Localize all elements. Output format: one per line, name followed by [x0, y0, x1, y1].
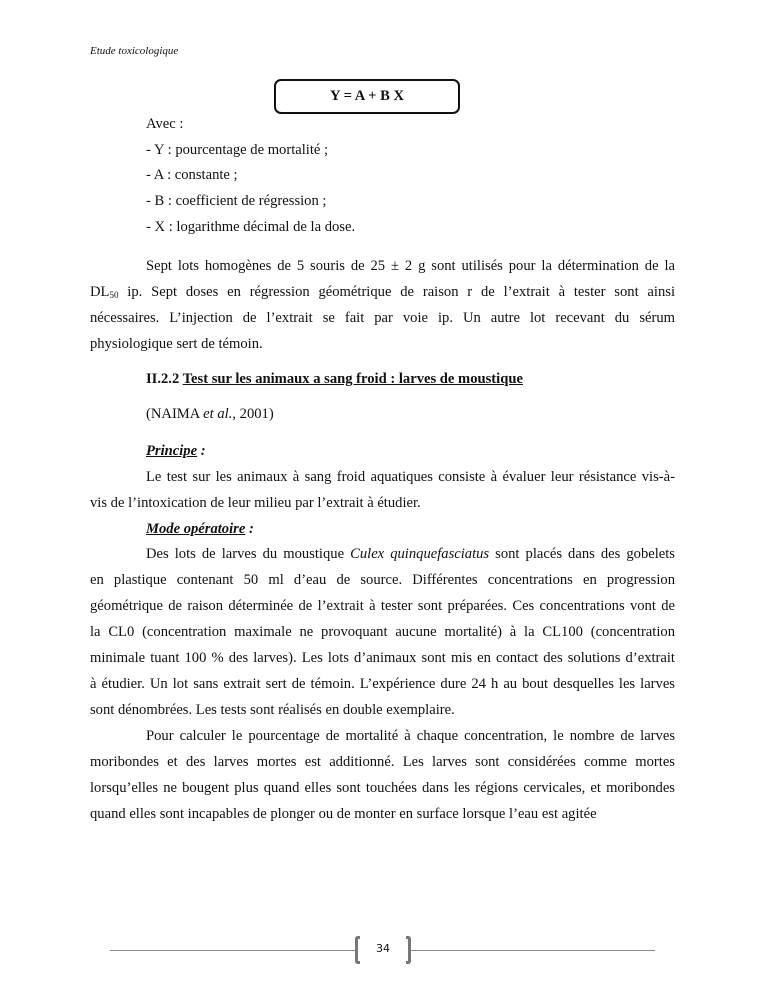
paragraph-line: en plastique contenant 50 ml d’eau de source. Différentes concentrations en progression — [90, 572, 675, 588]
paragraph-line: minimale tuant 100 % des larves). Les lots d’animaux sont mis en contact des solutions d’extrait — [90, 650, 675, 666]
definition-a: - A : constante ; — [146, 167, 238, 183]
text: sont placés dans des gobelets — [489, 546, 675, 562]
paragraph-line: à étudier. Un lot sans extrait sert de témoin. L’expérience dure 24 h au bout desquelles les larves — [90, 676, 675, 692]
text: (NAIMA — [146, 406, 204, 422]
definition-y: - Y : pourcentage de mortalité ; — [146, 142, 329, 158]
principe-heading — [146, 442, 675, 460]
text: Principe — [146, 443, 198, 459]
paragraph-line — [90, 283, 675, 301]
definition-x: - X : logarithme décimal de la dose. — [146, 219, 356, 235]
text: , 2001) — [232, 406, 274, 422]
species-name: Culex quinquefasciatus — [350, 546, 490, 562]
text: DL — [90, 284, 110, 300]
paragraph-line: la CL0 (concentration maximale ne provoquant aucune mortalité) à la CL100 (concentration — [90, 624, 675, 640]
paragraph-line: vis de l’intoxication de leur milieu par l’extrait à étudier. — [90, 495, 421, 511]
paragraph-line: géométrique de raison déterminée de l’extrait à tester sont préparées. Ces concentrations vont de — [90, 598, 675, 614]
running-header: Etude toxicologique — [90, 45, 179, 57]
text: et al. — [203, 406, 233, 422]
text: : — [245, 521, 254, 537]
paragraph-line: Sept lots homogènes de 5 souris de 25 ± 2 g sont utilisés pour la détermination de la — [146, 258, 675, 274]
mode-heading — [146, 520, 675, 538]
reference — [146, 405, 675, 423]
text: : — [197, 443, 206, 459]
section-title: Test sur les animaux a sang froid : larves de moustique — [182, 371, 523, 387]
subscript: 50 — [109, 290, 119, 300]
text: Mode opératoire — [146, 521, 246, 537]
paragraph-line: moribondes et des larves mortes est additionné. Les larves sont considérées comme mortes — [90, 754, 675, 770]
formula: Y = A + B X — [329, 88, 405, 104]
paragraph-line: Pour calculer le pourcentage de mortalité à chaque concentration, le nombre de larves — [146, 728, 675, 744]
paragraph-line: quand elles sont incapables de plonger ou de monter en surface lorsque l’eau est agitée — [90, 806, 597, 822]
avec-label: Avec : — [146, 116, 184, 132]
footer-rule-right — [410, 950, 655, 951]
paragraph-line: sont dénombrées. Les tests sont réalisés en double exemplaire. — [90, 702, 455, 718]
formula-box — [274, 79, 460, 114]
paragraph-line — [146, 545, 675, 563]
paragraph-line: nécessaires. L’injection de l’extrait se fait par voie ip. Un autre lot recevant du sérum — [90, 310, 675, 326]
left-bracket-icon — [355, 936, 360, 964]
section-number: II.2.2 — [146, 371, 183, 387]
text: Des lots de larves du moustique — [146, 546, 351, 562]
definition-b: - B : coefficient de régression ; — [146, 193, 327, 209]
section-heading — [146, 370, 675, 388]
footer-rule-left — [110, 950, 356, 951]
paragraph-line: lorsqu’elles ne bougent plus quand elles sont touchées dans les régions cervicales, et moribondes — [90, 780, 675, 796]
paragraph-line: physiologique sert de témoin. — [90, 336, 263, 352]
text: ip. Sept doses en régression géométrique de raison r de l’extrait à tester sont ainsi — [118, 284, 675, 300]
paragraph-line: Le test sur les animaux à sang froid aquatiques consiste à évaluer leur résistance vis-à- — [146, 469, 675, 485]
page-number: 34 — [376, 942, 390, 955]
